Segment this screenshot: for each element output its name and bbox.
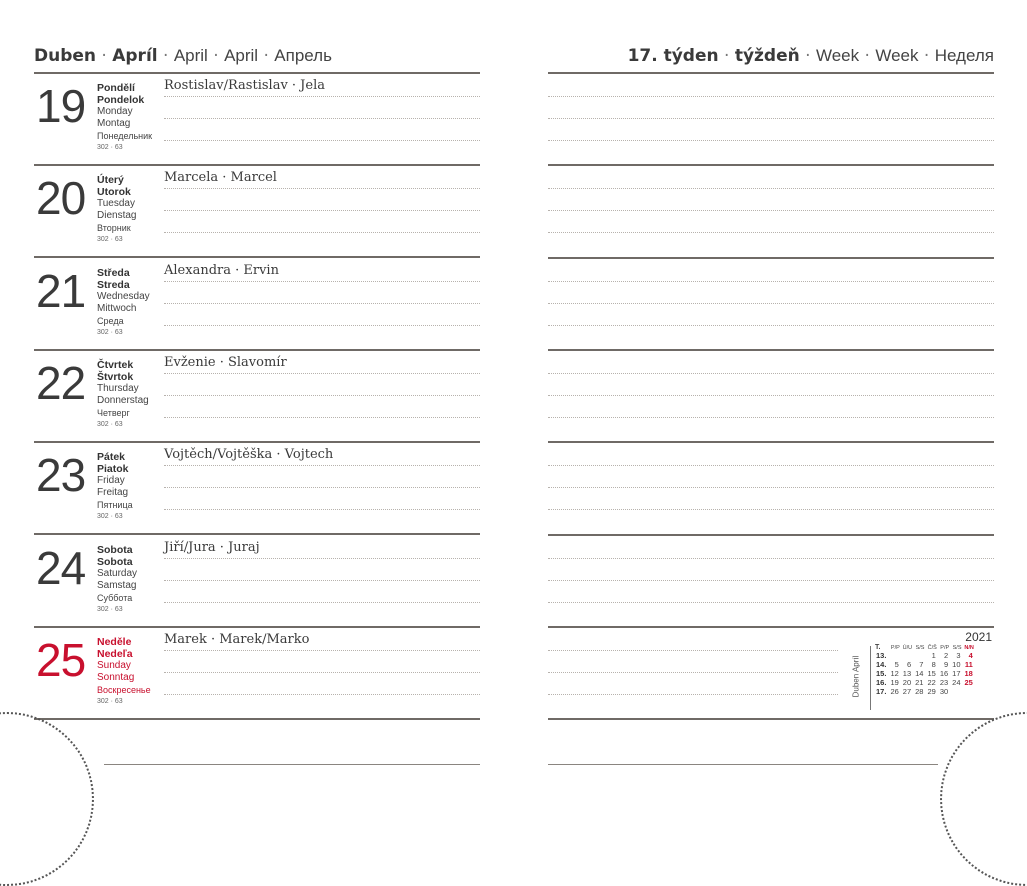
day-name-ru: Понедельник xyxy=(97,131,153,141)
week-number: 14. xyxy=(876,660,887,669)
writing-line xyxy=(548,303,994,304)
day-rule xyxy=(548,257,994,259)
day-number: 21 xyxy=(36,265,86,317)
writing-line xyxy=(164,602,480,603)
day-name-en: Thursday xyxy=(97,383,139,394)
day-rule xyxy=(34,533,480,535)
calendar-day xyxy=(963,687,975,696)
day-name-en: Friday xyxy=(97,475,125,486)
day-code: 302 · 63 xyxy=(97,513,123,520)
day-name-de: Donnerstag xyxy=(97,395,149,406)
calendar-day xyxy=(888,651,900,660)
day-block xyxy=(34,166,480,258)
writing-line xyxy=(164,188,480,189)
footer-line xyxy=(104,764,480,765)
nameday-text: Evženie · Slavomír xyxy=(164,355,287,370)
week-number: 17. xyxy=(876,687,887,696)
writing-line xyxy=(164,694,480,695)
nameday-text: Rostislav/Rastislav · Jela xyxy=(164,78,325,93)
day-names xyxy=(97,544,167,604)
calendar-day: 3 xyxy=(956,651,961,660)
day-rule xyxy=(548,349,994,351)
day-name-de: Dienstag xyxy=(97,210,137,221)
writing-line xyxy=(164,210,480,211)
day-code: 302 · 63 xyxy=(97,698,123,705)
calendar-week-row xyxy=(874,687,975,696)
writing-line xyxy=(548,395,994,396)
calendar-week-row xyxy=(874,678,975,687)
day-name-ru: Четверг xyxy=(97,408,130,418)
writing-line xyxy=(548,118,994,119)
writing-line xyxy=(548,417,994,418)
calendar-day: 21 xyxy=(915,678,924,687)
calendar-day: 1 xyxy=(931,651,936,660)
day-name-ru: Воскресенье xyxy=(97,685,151,695)
calendar-day: 26 xyxy=(890,687,899,696)
day-name-ru: Среда xyxy=(97,316,124,326)
day-number: 24 xyxy=(36,542,86,594)
calendar-day: 29 xyxy=(927,687,936,696)
left-page xyxy=(34,0,480,800)
nameday-text: Jiří/Jura · Juraj xyxy=(164,540,260,555)
writing-line xyxy=(164,303,480,304)
calendar-day: 17 xyxy=(952,669,961,678)
calendar-day xyxy=(950,687,962,696)
day-name-cz: Čtvrtek xyxy=(97,359,134,371)
calendar-week-row xyxy=(874,651,975,660)
day-names xyxy=(97,451,167,511)
calendar-day: 9 xyxy=(943,660,949,669)
calendar-day: 6 xyxy=(906,660,912,669)
calendar-day: 24 xyxy=(952,678,961,687)
day-name-cz: Pátek xyxy=(97,451,126,463)
mini-calendar-grid xyxy=(874,644,975,696)
week-en: Week xyxy=(815,46,860,65)
writing-line xyxy=(164,325,480,326)
footer-line xyxy=(548,764,938,765)
calendar-day: 7 xyxy=(919,660,924,669)
month-de: April xyxy=(224,46,259,65)
day-name-cz: Úterý xyxy=(97,174,124,186)
day-name-de: Sonntag xyxy=(97,672,135,683)
calendar-day: 11 xyxy=(964,660,973,669)
nameday-text: Alexandra · Ervin xyxy=(164,263,279,278)
calendar-day: 10 xyxy=(952,660,961,669)
day-number: 23 xyxy=(36,449,86,501)
writing-line xyxy=(548,96,994,97)
calendar-day: 13 xyxy=(902,669,912,678)
calendar-day: 15 xyxy=(927,669,936,678)
day-name-sk: Štvrtok xyxy=(97,371,134,383)
mini-calendar xyxy=(844,630,994,710)
calendar-day: 23 xyxy=(939,678,949,687)
day-name-sk: Streda xyxy=(97,279,130,291)
writing-line xyxy=(548,325,994,326)
writing-line xyxy=(164,672,480,673)
day-names xyxy=(97,174,167,234)
day-number: 25 xyxy=(36,634,86,686)
writing-line xyxy=(548,487,994,488)
day-rule xyxy=(548,164,994,166)
calendar-day: 2 xyxy=(943,651,949,660)
day-block xyxy=(34,259,480,351)
day-rule xyxy=(34,718,480,720)
month-header: Duben · Apríl · April · April · Апрель xyxy=(34,46,332,66)
writing-line xyxy=(548,580,994,581)
day-block xyxy=(34,628,480,720)
day-name-ru: Вторник xyxy=(97,223,131,233)
day-rule xyxy=(548,626,994,628)
day-name-en: Monday xyxy=(97,106,133,117)
writing-line xyxy=(548,210,994,211)
week-de: Week xyxy=(875,46,919,65)
weekday-header: S/S xyxy=(952,644,962,651)
week-column-header: T. xyxy=(875,644,881,651)
day-code: 302 · 63 xyxy=(97,606,123,613)
calendar-day: 12 xyxy=(890,669,899,678)
writing-line xyxy=(548,232,994,233)
day-code: 302 · 63 xyxy=(97,144,123,151)
day-rule xyxy=(34,256,480,258)
week-cz: 17. týden xyxy=(627,46,719,66)
calendar-day: 30 xyxy=(939,687,949,696)
calendar-day: 4 xyxy=(968,651,973,660)
nameday-text: Marek · Marek/Marko xyxy=(164,632,310,647)
writing-line xyxy=(548,373,994,374)
writing-line xyxy=(548,188,994,189)
day-number: 20 xyxy=(36,172,86,224)
writing-line xyxy=(164,650,480,651)
writing-line xyxy=(164,96,480,97)
writing-line xyxy=(164,373,480,374)
day-rule xyxy=(548,534,994,536)
day-names xyxy=(97,359,167,419)
day-name-de: Mittwoch xyxy=(97,303,137,314)
day-name-de: Freitag xyxy=(97,487,129,498)
day-name-cz: Neděle xyxy=(97,636,132,648)
calendar-day: 27 xyxy=(902,687,912,696)
calendar-day: 16 xyxy=(939,669,949,678)
day-name-de: Montag xyxy=(97,118,131,129)
day-name-en: Saturday xyxy=(97,568,138,579)
day-name-cz: Středa xyxy=(97,267,130,279)
writing-line xyxy=(548,650,838,651)
weekday-header: P/P xyxy=(940,644,950,651)
mini-calendar-year: 2021 xyxy=(965,630,992,644)
calendar-week-row xyxy=(874,660,975,669)
day-block xyxy=(34,351,480,443)
writing-line xyxy=(548,694,838,695)
mini-calendar-month: Duben Apríl xyxy=(851,655,861,698)
day-name-sk: Sobota xyxy=(97,556,133,568)
writing-line xyxy=(164,417,480,418)
calendar-day: 20 xyxy=(902,678,912,687)
day-name-ru: Суббота xyxy=(97,593,133,603)
day-rule xyxy=(548,718,994,720)
day-name-ru: Пятница xyxy=(97,500,133,510)
writing-line xyxy=(548,509,994,510)
day-block xyxy=(34,536,480,628)
day-block xyxy=(34,443,480,535)
day-name-cz: Sobota xyxy=(97,544,133,556)
calendar-week-row xyxy=(874,669,975,678)
week-number: 16. xyxy=(876,678,887,687)
day-name-en: Sunday xyxy=(97,660,131,671)
week-sk: týždeň xyxy=(734,46,800,66)
writing-line xyxy=(548,140,994,141)
day-code: 302 · 63 xyxy=(97,421,123,428)
week-header: 17. týden · týždeň · Week · Week · Неделя xyxy=(627,46,994,66)
day-number: 19 xyxy=(36,80,86,132)
day-rule xyxy=(548,441,994,443)
weekday-header: N/N xyxy=(964,644,974,651)
day-name-sk: Utorok xyxy=(97,186,131,198)
writing-line xyxy=(548,465,994,466)
writing-line xyxy=(164,118,480,119)
day-name-sk: Piatok xyxy=(97,463,129,475)
calendar-day: 22 xyxy=(927,678,936,687)
day-name-sk: Nedeľa xyxy=(97,648,133,660)
weekday-header: S/S xyxy=(915,644,925,651)
calendar-day: 28 xyxy=(915,687,924,696)
weekday-header: Ú/U xyxy=(902,644,913,651)
week-number: 15. xyxy=(876,669,887,678)
week-number: 13. xyxy=(876,651,887,660)
writing-line xyxy=(164,580,480,581)
day-names xyxy=(97,267,167,327)
writing-line xyxy=(548,672,838,673)
calendar-day xyxy=(913,651,925,660)
calendar-day: 5 xyxy=(894,660,899,669)
nameday-text: Vojtěch/Vojtěška · Vojtech xyxy=(164,447,334,462)
month-en: April xyxy=(173,46,208,65)
writing-line xyxy=(164,395,480,396)
calendar-day: 19 xyxy=(890,678,899,687)
day-name-en: Wednesday xyxy=(97,291,150,302)
month-cz: Duben xyxy=(34,46,97,66)
day-name-de: Samstag xyxy=(97,580,137,591)
calendar-day: 18 xyxy=(964,669,973,678)
weekday-header: P/P xyxy=(890,644,900,651)
day-name-sk: Pondelok xyxy=(97,94,145,106)
writing-line xyxy=(164,558,480,559)
calendar-day: 25 xyxy=(964,678,973,687)
writing-line xyxy=(164,487,480,488)
writing-line xyxy=(548,558,994,559)
day-names xyxy=(97,636,167,696)
day-number: 22 xyxy=(36,357,86,409)
day-name-cz: Pondělí xyxy=(97,82,135,94)
writing-line xyxy=(164,232,480,233)
weekday-header: Č/Š xyxy=(927,644,937,651)
day-code: 302 · 63 xyxy=(97,236,123,243)
writing-line xyxy=(164,509,480,510)
nameday-text: Marcela · Marcel xyxy=(164,170,277,185)
calendar-day: 8 xyxy=(931,660,936,669)
month-ru: Апрель xyxy=(274,46,332,65)
calendar-day xyxy=(901,651,913,660)
day-block xyxy=(34,74,480,166)
writing-line xyxy=(164,465,480,466)
week-ru: Неделя xyxy=(934,46,994,65)
writing-line xyxy=(164,140,480,141)
month-sk: Apríl xyxy=(112,46,158,66)
header-rule xyxy=(548,72,994,74)
writing-line xyxy=(548,602,994,603)
writing-line xyxy=(548,281,994,282)
day-code: 302 · 63 xyxy=(97,329,123,336)
right-page xyxy=(548,0,994,800)
calendar-day: 14 xyxy=(915,669,924,678)
writing-line xyxy=(164,281,480,282)
day-name-en: Tuesday xyxy=(97,198,135,209)
day-names xyxy=(97,82,167,142)
